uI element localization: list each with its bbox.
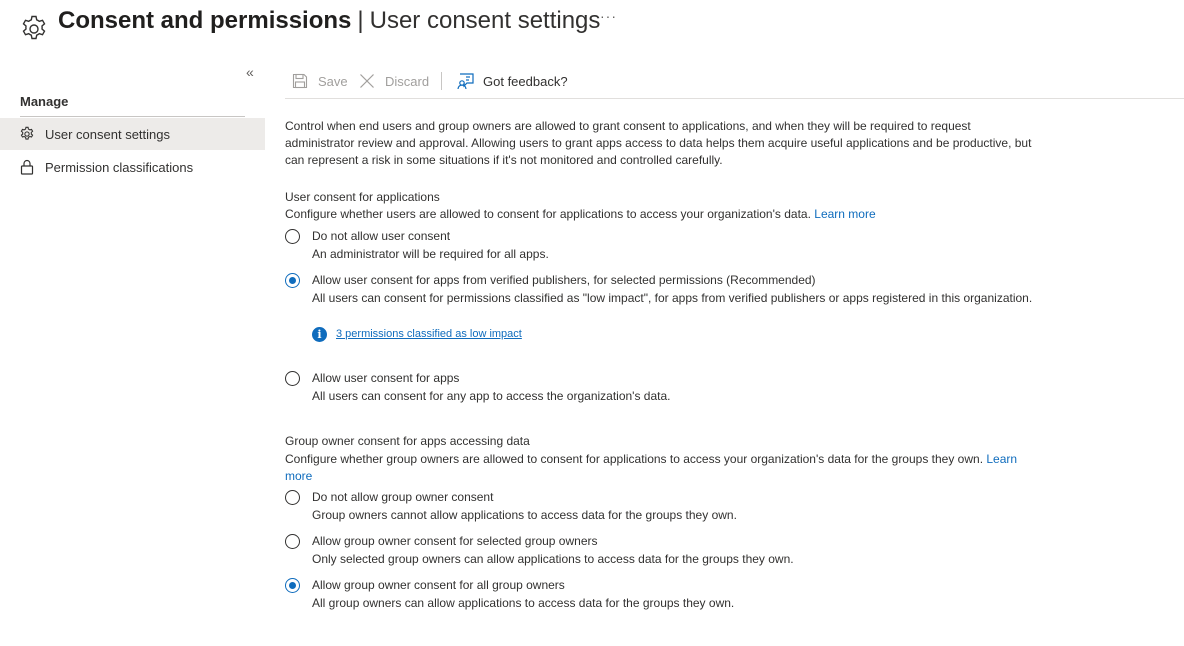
radio-label[interactable]: Allow user consent for apps: [312, 371, 460, 385]
info-icon: i: [312, 327, 327, 342]
save-label: Save: [318, 73, 348, 89]
radio-label[interactable]: Allow group owner consent for all group owners: [312, 578, 565, 592]
learn-more-part[interactable]: Learn: [986, 452, 1018, 466]
gear-icon: [18, 125, 36, 143]
feedback-icon: [457, 72, 475, 90]
intro-line: Control when end users and group owners are allowed to grant consent to applications, and when they will be required to request: [285, 119, 971, 133]
radio-do-not-allow-group-owner-consent[interactable]: [285, 490, 300, 505]
gear-icon: [19, 14, 49, 44]
radio-description: An administrator will be required for all apps.: [312, 247, 549, 261]
sidebar-item-permission-classifications[interactable]: [0, 151, 265, 183]
user-consent-description-text: Configure whether users are allowed to consent for applications to access your organization's data.: [285, 207, 811, 221]
user-consent-section-title: User consent for applications: [285, 190, 440, 204]
discard-button[interactable]: [359, 68, 429, 94]
sidebar-item-label: User consent settings: [45, 126, 171, 142]
radio-description: Only selected group owners can allow applications to access data for the groups they own.: [312, 552, 794, 566]
feedback-button[interactable]: [457, 68, 568, 94]
radio-label[interactable]: Allow user consent for apps from verified publishers, for selected permissions (Recommended): [312, 273, 816, 287]
intro-line: can represent a risk in some situations if it's not monitored and controlled carefully.: [285, 153, 723, 167]
close-icon: [359, 72, 377, 90]
collapse-sidebar-button[interactable]: «: [246, 64, 254, 80]
radio-allow-all-group-owners[interactable]: [285, 578, 300, 593]
group-consent-description: [285, 451, 1085, 485]
sidebar: [0, 60, 265, 646]
radio-do-not-allow-user-consent[interactable]: [285, 229, 300, 244]
user-consent-learn-more-link[interactable]: Learn more: [814, 207, 876, 221]
learn-more-part[interactable]: more: [285, 469, 313, 483]
sidebar-section-manage: Manage: [20, 94, 69, 109]
radio-label[interactable]: Do not allow group owner consent: [312, 490, 494, 504]
intro-text: [285, 118, 1105, 169]
radio-allow-verified-publishers[interactable]: [285, 273, 300, 288]
low-impact-info: [312, 326, 522, 343]
sidebar-divider: [20, 116, 245, 117]
page-header: [0, 0, 1184, 56]
radio-allow-selected-group-owners[interactable]: [285, 534, 300, 549]
group-consent-description-text: Configure whether group owners are allowed to consent for applications to access your organization's data for the groups they own.: [285, 452, 984, 466]
command-bar: [285, 66, 1184, 99]
intro-line: administrator review and approval. Allowing users to grant apps access to data helps them acquire useful applications and be productive, but: [285, 136, 1032, 150]
group-consent-section-title: Group owner consent for apps accessing data: [285, 434, 530, 448]
sidebar-item-label: Permission classifications: [45, 159, 194, 175]
radio-description: All users can consent for any app to access the organization's data.: [312, 389, 671, 403]
radio-label[interactable]: Allow group owner consent for selected group owners: [312, 534, 598, 548]
toolbar-divider: [441, 72, 442, 90]
lock-icon: [18, 158, 36, 176]
radio-description: Group owners cannot allow applications to access data for the groups they own.: [312, 508, 737, 522]
radio-label[interactable]: Do not allow user consent: [312, 229, 451, 243]
feedback-label: Got feedback?: [483, 73, 568, 89]
title-separator: |: [357, 7, 364, 34]
sidebar-item-user-consent-settings[interactable]: [0, 118, 265, 150]
save-icon: [292, 72, 310, 90]
page-title: [58, 6, 600, 36]
radio-description: All group owners can allow applications to access data for the groups they own.: [312, 596, 735, 610]
page-title-main: Consent and permissions: [58, 7, 352, 34]
discard-label: Discard: [385, 73, 430, 89]
radio-allow-user-consent-all[interactable]: [285, 371, 300, 386]
save-button[interactable]: [292, 68, 348, 94]
page-title-sub: User consent settings: [369, 7, 601, 34]
user-consent-description: [285, 206, 1085, 223]
low-impact-permissions-link[interactable]: 3 permissions classified as low impact: [336, 328, 522, 340]
radio-description: All users can consent for permissions classified as "low impact", for apps from verified publishers or apps registered in this organization.: [312, 291, 1033, 305]
more-options-button[interactable]: ···: [600, 8, 617, 24]
